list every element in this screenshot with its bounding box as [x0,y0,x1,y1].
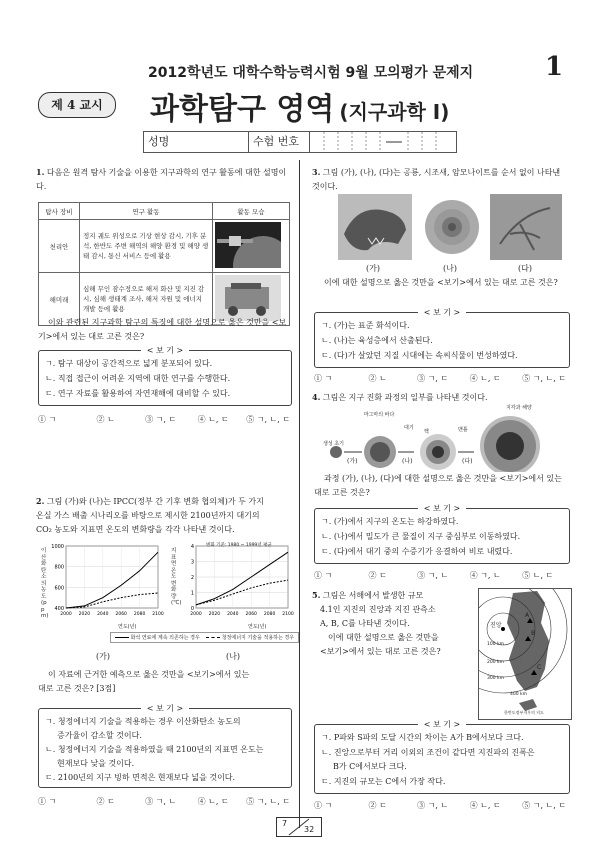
period-text: 제 4 교시 [51,98,103,112]
stage-magma-ocean [364,436,396,468]
q2-chart-b-note: 변화 기준: 1980 ~ 1999년 평균 [206,543,272,548]
q3-label-c: (다) [518,264,532,273]
page-total: 32 [304,825,315,834]
temp-chart-ytick-label: 1 [190,590,194,597]
temp-chart-xtick-label: 2020 [208,612,221,617]
legend-dashed-label: 청정에너지 기술을 적용하는 경우 [221,635,295,641]
temp-chart-xtick-label: 2040 [227,612,239,617]
q3-fossil-dinosaur [338,194,412,260]
q5-stem-3: A, B, C를 나타낸 것이다. [320,619,410,628]
q1-stem-text: 다음은 원격 탐사 기술을 이용한 지구과학의 연구 활동에 대한 설명이다. [36,168,287,191]
stage-crust-ocean [480,416,540,472]
q2-bogi-a1: ㄱ. 청정에너지 기술을 적용하는 경우 이산화탄소 농도의 [45,717,241,726]
q5-stem-5: <보기>에서 있는 대로 고른 것은? [320,647,441,656]
q4-label-core: 핵 [424,429,429,435]
q5-dist-400: 400 km [510,692,528,697]
q3-choice-5[interactable]: ⑤ ㄱ, ㄴ, ㄷ [522,374,567,383]
co2-chart-ytick-label: 400 [54,606,64,612]
subject-title [150,84,449,128]
q5-label-b: B [531,630,536,637]
q2-choices [38,796,290,807]
q2-chart-co2 [40,540,164,620]
q4-stage-a: (가) [347,458,358,465]
q4-choice-3[interactable]: ③ ㄱ, ㄴ [417,571,449,580]
q5-stem-4: 이에 대한 설명으로 옳은 것만을 [328,633,439,642]
q1-stem [36,165,292,194]
q2-choice-2[interactable]: ② ㄷ [96,797,115,806]
q2-bogi-c: ㄷ. 2100년의 지구 빙하 면적은 현재보다 넓을 것이다. [45,773,236,782]
q5-label-a: A [525,612,530,619]
q3-stem-text: 그림 (가), (나), (다)는 공룡, 시조새, 암모나이트를 순서 없이 나타낸 것이다. [312,168,561,191]
q4-stem-text: 그림은 지구 진화 과정의 일부를 나타낸 것이다. [322,393,488,402]
q4-bogi-a: ㄱ. (가)에서 지구의 온도는 하강하였다. [321,517,459,526]
q4-question: 과정 (가), (나), (다)에 대한 설명으로 옳은 것만을 <보기>에서 있는 대로 고른 것은? [314,474,562,497]
exam-number-grid [310,132,456,152]
q4-choice-5[interactable]: ⑤ ㄴ, ㄷ [522,571,554,580]
co2-chart-xtick-label: 2080 [133,612,146,617]
q5-label-epicenter: 진앙 [490,622,502,629]
q4-label-crust: 지각과 해양 [506,405,532,411]
q3-choices [314,373,566,384]
q1-choice-5[interactable]: ⑤ ㄱ, ㄴ, ㄷ [246,415,291,424]
stage-differentiation [420,434,456,470]
q5-dist-300: 300 km [487,676,505,681]
temp-chart-ytick-label: 4 [190,544,194,550]
q5-dist-200: 200 km [487,660,505,665]
co2-chart-xtick-label: 2060 [115,612,127,617]
name-label: 성명 [148,135,170,148]
submersible-image [215,275,281,321]
q3-stem [312,165,568,194]
q2-choice-4[interactable]: ④ ㄴ, ㄷ [197,797,229,806]
q5-dist-100: 100 km [487,642,505,647]
q2-stem [36,494,294,537]
q2-ylabel-a: 이산화탄소의 농도 (ppm) [41,548,49,619]
q5-choices [314,800,566,811]
q1-number: 1. [36,167,45,177]
legend-solid-swatch [115,637,129,638]
q4-label-mantle: 맨틀 [458,427,468,433]
q5-bogi-c: ㄷ. 지진의 규모는 C에서 가장 작다. [321,777,446,786]
q5-stem-1: 그림은 서해에서 발생한 규모 [322,591,424,600]
q5-bogi-title: < 보 기 > [418,720,467,729]
q2-bogi-title: < 보 기 > [141,704,190,713]
temp-chart-ytick-label: 2 [190,575,194,581]
exam-number-label-box [248,131,310,153]
q1-bogi-box [38,346,292,406]
satellite-image [215,222,281,268]
q1-th-activity: 연구 활동 [80,203,213,220]
q3-label-a: (가) [366,264,380,273]
q2-choice-1[interactable]: ① ㄱ [38,797,57,806]
exam-title: 2012학년도 대학수학능력시험 9월 모의평가 문제지 [148,65,474,81]
q2-question [38,668,296,696]
q4-choice-2[interactable]: ② ㄷ [368,571,387,580]
q5-bogi-b1: ㄴ. 진앙으로부터 거리 이외의 조건이 같다면 지진파의 진폭은 [321,748,535,757]
q5-choice-1[interactable]: ① ㄱ [314,801,333,810]
subject-sub: (지구과학 Ⅰ) [339,100,450,124]
q4-label-initial: 생성 초기 [323,441,344,447]
temp-chart-xtick-label: 2080 [263,612,276,617]
co2-chart-xtick-label: 2100 [152,612,164,617]
q4-label-atmos: 대기 [404,425,414,431]
temp-chart-xtick-label: 2060 [245,612,257,617]
exam-number-field[interactable] [309,131,457,153]
q2-ylabel-b: 지표면 온도 변화량 (℃) [171,548,182,606]
q4-bogi-b: ㄴ. (나)에서 밀도가 큰 물질이 지구 중심부로 이동하였다. [321,532,521,541]
q4-stage-c: (다) [462,458,473,465]
q5-epicenter-map [478,588,572,720]
legend-solid-label: 화석 연료에 계속 의존하는 경우 [130,635,200,641]
q1-th-photo: 활동 모습 [213,203,290,220]
q5-stem-2: 4.1인 지진의 진앙과 지진 관측소 [320,605,436,614]
page-type-number: 1 [545,52,564,82]
q4-label-magma: 마그마의 바다 [363,412,395,418]
q4-choices [314,570,553,581]
q1-th-device: 탐사 장비 [39,203,80,220]
q2-stem-1: 그림 (가)와 (나)는 IPCC(정부 간 기후 변화 협의체)가 두 가지 [46,497,264,506]
q3-bogi-a: ㄱ. (가)는 표준 화석이다. [321,321,410,330]
q2-chart-a-label: (가) [96,652,110,661]
q1-choice-4[interactable]: ④ ㄴ, ㄷ [197,415,229,424]
q5-choice-5[interactable]: ⑤ ㄱ, ㄴ, ㄷ [522,801,567,810]
q2-xlabel-b: 연도(년) [248,624,267,630]
q2-stem-2: 온실 가스 배출 시나리오를 바탕으로 제시한 2100년까지 대기의 [36,511,260,520]
q2-chart-b-label: (나) [226,652,240,661]
q5-choice-2[interactable]: ② ㄷ [368,801,387,810]
q4-bogi-c: ㄷ. (다)에서 대기 중의 수증기가 응결하여 비로 내렸다. [321,547,513,556]
q2-xlabel-a: 연도(년) [118,624,137,630]
q4-choice-1[interactable]: ① ㄱ [314,571,333,580]
q3-question: 이에 대한 설명으로 옳은 것만을 <보기>에서 있는 대로 고른 것은? [324,278,558,287]
q3-choice-4[interactable]: ④ ㄴ, ㄷ [469,374,501,383]
temp-chart-series-fossil-fuel-line [196,552,288,605]
co2-chart-series-clean-energy-line [66,593,158,608]
q4-bogi-title: < 보 기 > [418,504,467,513]
temp-chart-ytick-label: 3 [190,559,194,566]
page-number-box [276,817,322,837]
q2-stem-3: CO₂ 농도와 지표면 온도의 변화량을 각각 나타낸 것이다. [36,525,235,534]
q3-bogi-b: ㄴ. (나)는 육성층에서 산출된다. [321,336,433,345]
q2-bogi-box [38,704,292,788]
q5-number: 5. [312,590,321,600]
co2-chart-ytick-label: 800 [54,564,64,571]
column-divider [299,160,300,828]
q1-bogi-c: ㄷ. 연구 자료를 활용하여 자연재해에 대비할 수 있다. [45,389,231,398]
q2-choice-5[interactable]: ⑤ ㄱ, ㄴ, ㄷ [246,797,291,806]
co2-chart-xtick-label: 2040 [97,612,109,617]
q3-bogi-box [314,308,570,368]
q4-number: 4. [312,392,321,402]
q3-choice-1[interactable]: ① ㄱ [314,374,333,383]
q2-bogi-b2: 현재보다 낮을 것이다. [57,759,135,768]
period-badge [38,92,116,118]
q3-bogi-c: ㄷ. (다)가 살았던 지질 시대에는 속씨식물이 번성하였다. [321,351,518,360]
q1-choices [38,414,290,425]
q2-bogi-b1: ㄴ. 청정에너지 기술을 적용하였을 때 2100년의 지표면 온도는 [45,745,264,754]
co2-chart-plot-frame [66,546,158,608]
q1-table [38,202,290,326]
q1-bogi-a: ㄱ. 탐구 대상이 공간적으로 넓게 분포되어 있다. [45,359,213,368]
q2-number: 2. [36,496,45,506]
q4-choice-4[interactable]: ④ ㄱ, ㄴ [469,571,501,580]
q1-activity-2: 심해 무인 잠수정으로 해저 화산 및 지진 감시, 심해 생태계 조사, 해저 자원 및 에너지 개발 등에 활용 [80,273,213,326]
q1-question: 이와 관련된 지구과학 탐구의 특징에 대한 설명으로 옳은 것만을 <보기>에서 있는 대로 고른 것은? [38,318,287,341]
q5-map-source: 한반도정부저우의 지도 [504,710,544,715]
q3-label-b: (나) [443,264,457,273]
q3-fossil-archaeopteryx [490,194,562,260]
q2-legend [110,632,299,643]
q1-bogi-b: ㄴ. 직접 접근이 어려운 지역에 대한 연구를 수행한다. [45,374,231,383]
q1-choice-3[interactable]: ③ ㄱ, ㄷ [145,415,177,424]
q4-stage-b: (나) [402,458,413,465]
q1-choice-1[interactable]: ① ㄱ [38,415,57,424]
q5-stem [312,588,472,659]
q2-question-2: 대로 고른 것은? [3점] [38,684,116,693]
q2-question-1: 이 자료에 근거한 예측으로 옳은 것만을 <보기>에서 있는 [48,670,250,679]
q1-bogi-title: < 보 기 > [141,346,190,355]
co2-chart-xtick-label: 2000 [60,612,72,617]
legend-dashed-swatch [206,637,220,638]
name-label-box [143,131,249,153]
q5-choice-3[interactable]: ③ ㄱ, ㄴ [417,801,449,810]
subject-main: 과학탐구 영역 [150,92,335,127]
q5-bogi-b2: B가 C에서보다 크다. [333,762,407,771]
q3-choice-3[interactable]: ③ ㄱ, ㄷ [417,374,449,383]
q2-bogi-a2: 증가율이 감소할 것이다. [57,731,142,740]
q1-device-1: 천리안 [39,220,80,273]
temp-chart-xtick-label: 2100 [282,612,294,617]
q3-number: 3. [312,167,321,177]
q1-photo-satellite [213,220,290,273]
q5-bogi-box [314,720,570,794]
q1-choice-2[interactable]: ② ㄴ [96,415,115,424]
q5-label-c: C [537,664,542,671]
q3-bogi-title: < 보 기 > [418,308,467,317]
q3-choice-2[interactable]: ② ㄴ [368,374,387,383]
q1-activity-1: 정지 궤도 위성으로 기상 현상 감시, 기후 분석, 한반도 주변 해역의 해양 환경 및 해양 생태 감시, 통신 서비스 등에 활용 [80,220,213,273]
exam-number-label: 수험 번호 [253,135,300,148]
co2-chart-xtick-label: 2020 [78,612,91,617]
stage-initial-earth [330,446,342,458]
q1-device-2: 해미래 [39,273,80,326]
temp-chart-xtick-label: 2000 [190,612,202,617]
q5-choice-4[interactable]: ④ ㄴ, ㄷ [469,801,501,810]
q5-bogi-a: ㄱ. P파와 S파의 도달 시간의 차이는 A가 B에서보다 크다. [321,733,524,742]
temp-chart-ytick-label: 0 [190,606,194,612]
q2-chart-temperature [170,540,294,620]
q3-fossil-ammonite [416,194,486,260]
co2-chart-ytick-label: 1000 [51,544,64,550]
co2-chart-ytick-label: 600 [54,585,64,592]
page-current: 7 [282,819,288,828]
q4-bogi-box [314,504,570,564]
q2-choice-3[interactable]: ③ ㄱ, ㄴ [145,797,177,806]
